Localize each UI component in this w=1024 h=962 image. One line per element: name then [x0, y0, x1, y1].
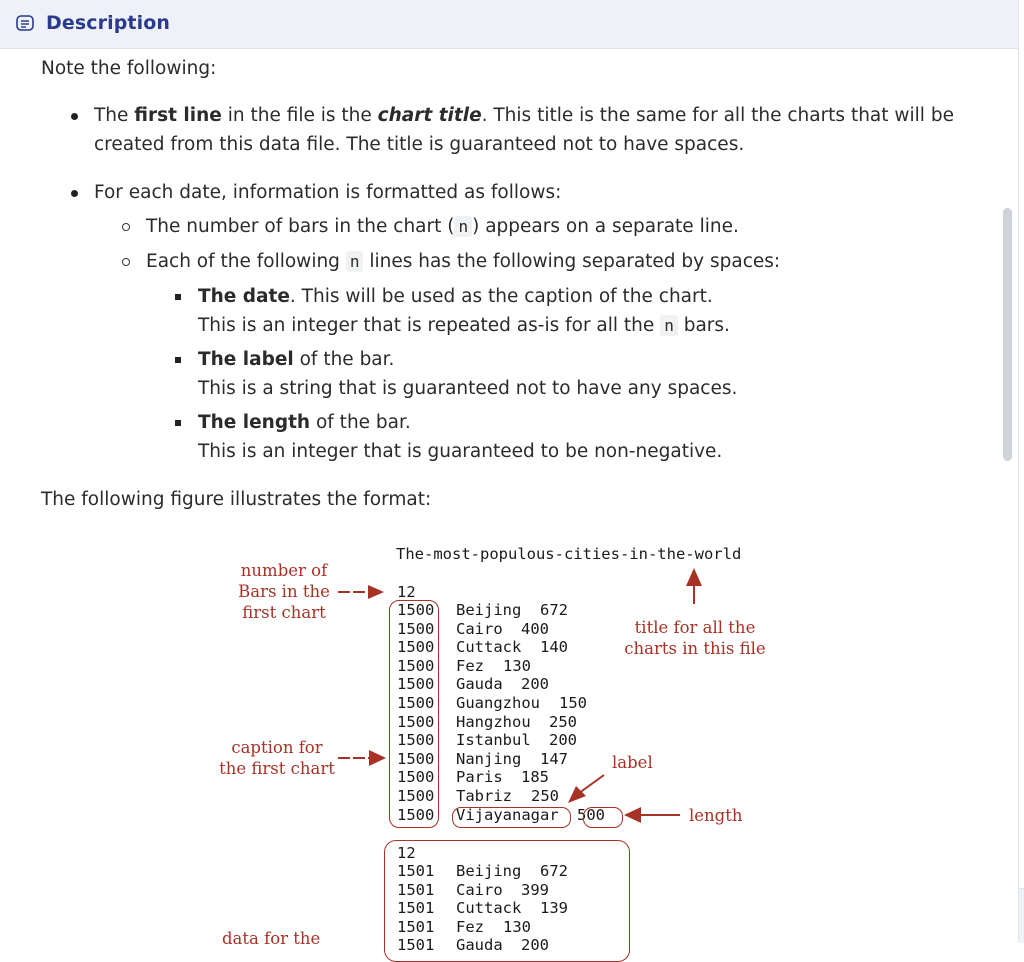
annotation-length: length [689, 806, 743, 825]
row-label: Istanbul [456, 731, 531, 750]
row-length: 672 [540, 601, 568, 619]
row-label: Paris [456, 768, 503, 787]
item-label-detail: This is a string that is guaranteed not to have any spaces. [198, 378, 738, 399]
row-length: 185 [521, 768, 549, 787]
row-date: 1501 [397, 936, 435, 955]
row-label: Hangzhou [456, 712, 531, 731]
sub-sub-bullet-square [175, 420, 181, 426]
intro-text: Note the following: [41, 58, 217, 79]
item-date-detail: This is an integer that is repeated as-is for all the n bars. [198, 315, 730, 336]
first-line-bullet-cont: created from this data file. The title is guaranteed not to have spaces. [94, 134, 745, 155]
sub-bullet-circle [122, 258, 130, 266]
date-format-bullet: For each date, information is formatted as follows: [94, 182, 562, 203]
row-length: 200 [521, 936, 549, 955]
row-label: Gauda [456, 675, 503, 694]
row-label: Cairo [456, 880, 503, 899]
description-header [0, 0, 1019, 49]
row-length: 250 [531, 787, 559, 805]
row-date: 1500 [397, 768, 435, 787]
row-date: 1500 [397, 601, 435, 619]
panel-border [1018, 0, 1019, 942]
row-length: 672 [540, 862, 568, 880]
row-length: 200 [549, 731, 577, 750]
row-length: 130 [503, 917, 531, 936]
row-date: 1500 [397, 619, 435, 638]
row-date: 1500 [397, 749, 435, 768]
row-length: 140 [540, 638, 568, 657]
page-title: Description [46, 12, 170, 34]
row-length: 147 [540, 749, 568, 768]
row-length: 139 [540, 899, 568, 918]
arrow-head [368, 585, 384, 599]
annotation-arrows [0, 530, 1000, 942]
row-length: 399 [521, 880, 549, 899]
item-date: The date. This will be used as the caption of the chart. [198, 286, 713, 307]
row-length: 200 [521, 675, 549, 694]
row-length: 150 [559, 694, 587, 712]
row-label: Cuttack [456, 638, 522, 657]
row-date: 1501 [397, 862, 435, 880]
row-date: 1500 [397, 656, 435, 675]
item-label: The label of the bar. [198, 349, 395, 370]
row-label: Beijing [456, 862, 522, 880]
annotation-data: data for the [222, 929, 321, 948]
row-date: 1500 [397, 694, 435, 712]
figure-bar-count-2: 12 [397, 844, 416, 862]
row-date: 1500 [397, 712, 435, 731]
arrow-head [624, 807, 641, 823]
figure-intro-text: The following figure illustrates the format: [41, 489, 432, 510]
sub-sub-bullet-square [175, 294, 181, 300]
figure-bar-count: 12 [397, 583, 416, 601]
row-length: 400 [521, 619, 549, 638]
figure-title-line: The-most-populous-cities-in-the-world [396, 545, 742, 563]
row-label: Tabriz [456, 787, 512, 805]
row-date: 1500 [397, 787, 435, 805]
row-date: 1500 [397, 638, 435, 657]
row-label: Guangzhou [456, 694, 540, 712]
row-label: Cairo [456, 619, 503, 638]
row-label: Fez [456, 656, 484, 675]
scrollbar-thumb[interactable] [1003, 208, 1012, 461]
row-date: 1500 [397, 731, 435, 750]
row-label: Fez [456, 917, 484, 936]
bullet-dot [71, 113, 78, 120]
item-length: The length of the bar. [198, 412, 411, 433]
sub-bullet-lines: Each of the following n lines has the following separated by spaces: [146, 251, 781, 272]
arrow-head [369, 750, 386, 766]
arrow-head [686, 568, 702, 586]
description-icon [16, 14, 34, 32]
adjacent-panel-edge [1019, 888, 1024, 943]
annotation-caption: caption for the first chart [219, 738, 335, 778]
annotation-label: label [612, 753, 653, 772]
row-label: Cuttack [456, 899, 522, 918]
row-label: Vijayanagar [456, 805, 559, 824]
row-date: 1501 [397, 899, 435, 918]
row-label: Gauda [456, 936, 503, 955]
row-length: 500 [577, 805, 605, 824]
first-line-bullet: The first line in the file is the chart title. This title is the same for all the charts that will be [94, 105, 954, 126]
bullet-dot [71, 190, 78, 197]
row-label: Nanjing [456, 749, 522, 768]
annotation-bars-count: number of Bars in the first chart [238, 561, 330, 622]
sub-sub-bullet-square [175, 357, 181, 363]
format-figure [0, 530, 1000, 955]
sub-bullet-bars-count: The number of bars in the chart ( n ) appears on a separate line. [146, 216, 739, 237]
sub-bullet-circle [122, 223, 130, 231]
annotation-title: title for all the charts in this file [624, 618, 766, 658]
row-length: 250 [549, 712, 577, 731]
row-date: 1501 [397, 880, 435, 899]
item-length-detail: This is an integer that is guaranteed to be non-negative. [198, 441, 723, 462]
row-date: 1500 [397, 675, 435, 694]
row-date: 1500 [397, 805, 435, 824]
row-date: 1501 [397, 917, 435, 936]
row-label: Beijing [456, 601, 522, 619]
arrow-head [568, 786, 586, 803]
row-length: 130 [503, 656, 531, 675]
